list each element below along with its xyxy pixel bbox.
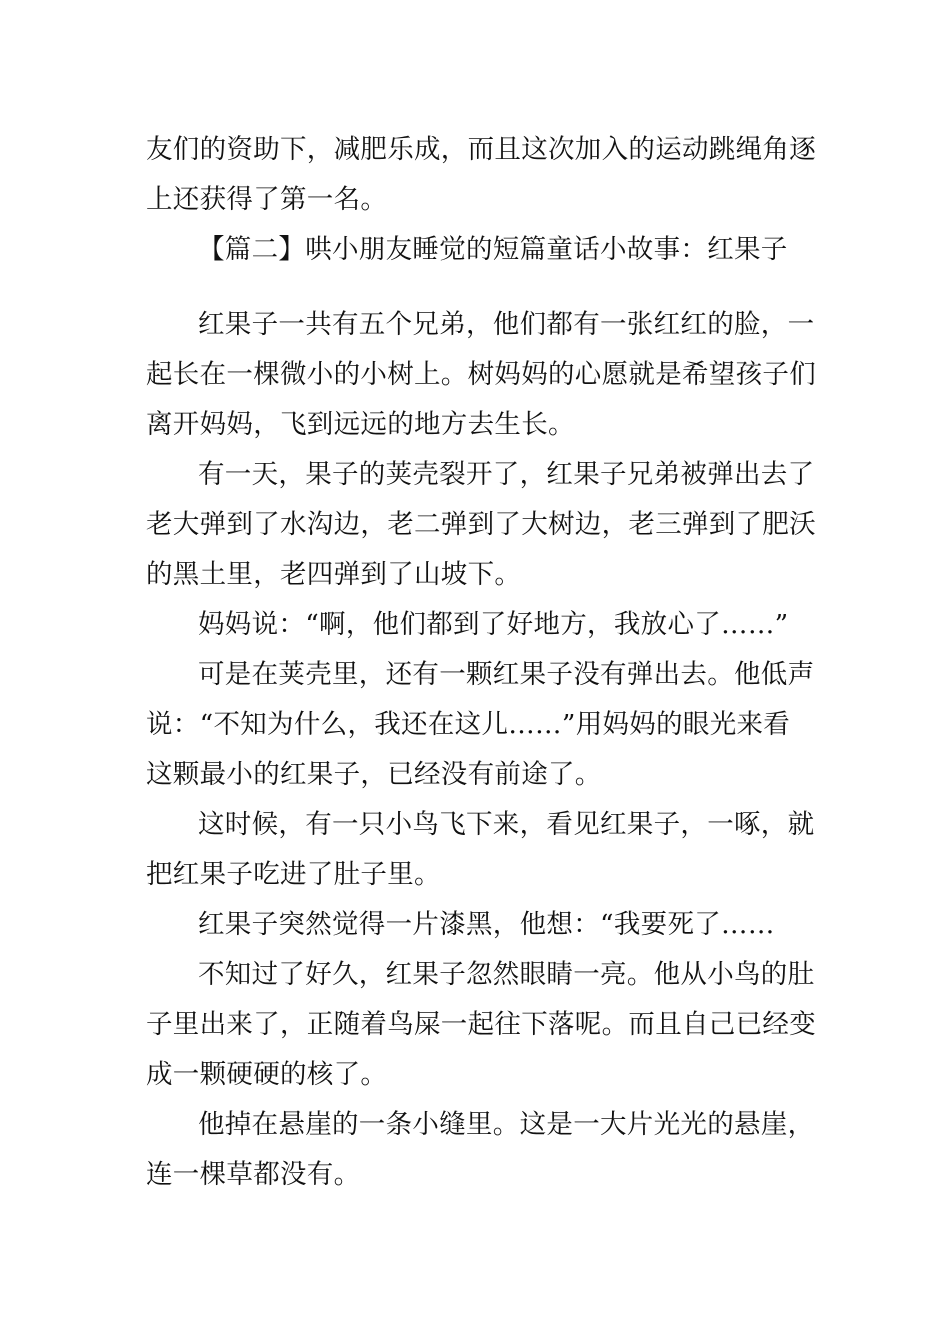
- paragraph-line: 可是在荚壳里，还有一颗红果子没有弹出去。他低声: [198, 659, 815, 690]
- paragraph-line: 红果子一共有五个兄弟，他们都有一张红红的脸，一: [198, 309, 815, 340]
- paragraph-line: 连一棵草都没有。: [146, 1159, 361, 1190]
- paragraph-line: 成一颗硬硬的核了。: [146, 1059, 388, 1090]
- paragraph-line: 起长在一棵微小的小树上。树妈妈的心愿就是希望孩子们: [146, 359, 816, 390]
- paragraph-line: 红果子突然觉得一片漆黑，他想：“我要死了……: [198, 909, 775, 940]
- paragraph-line: 把红果子吃进了肚子里。: [146, 859, 441, 890]
- paragraph-line: 妈妈说：“啊，他们都到了好地方，我放心了……”: [198, 609, 789, 640]
- paragraph-line: 友们的资助下，减肥乐成，而且这次加入的运动跳绳角逐: [146, 134, 816, 165]
- paragraph-line: 的黑土里，老四弹到了山坡下。: [146, 559, 522, 590]
- paragraph-line: 离开妈妈，飞到远远的地方去生长。: [146, 409, 575, 440]
- paragraph-line: 老大弹到了水沟边，老二弹到了大树边，老三弹到了肥沃: [146, 509, 816, 540]
- paragraph-line: 子里出来了，正随着鸟屎一起往下落呢。而且自己已经变: [146, 1009, 816, 1040]
- paragraph-line: 上还获得了第一名。: [146, 184, 388, 215]
- paragraph-line: 这时候，有一只小鸟飞下来，看见红果子，一啄，就: [198, 809, 815, 840]
- paragraph-line: 这颗最小的红果子，已经没有前途了。: [146, 759, 602, 790]
- paragraph-line: 他掉在悬崖的一条小缝里。这是一大片光光的悬崖，: [198, 1109, 815, 1140]
- paragraph-line: 说：“不知为什么，我还在这儿……”用妈妈的眼光来看: [146, 709, 791, 740]
- section-heading: 【篇二】哄小朋友睡觉的短篇童话小故事：红果子: [198, 234, 788, 265]
- paragraph-line: 有一天，果子的荚壳裂开了，红果子兄弟被弹出去了: [198, 459, 815, 490]
- paragraph-line: 不知过了好久，红果子忽然眼睛一亮。他从小鸟的肚: [198, 959, 815, 990]
